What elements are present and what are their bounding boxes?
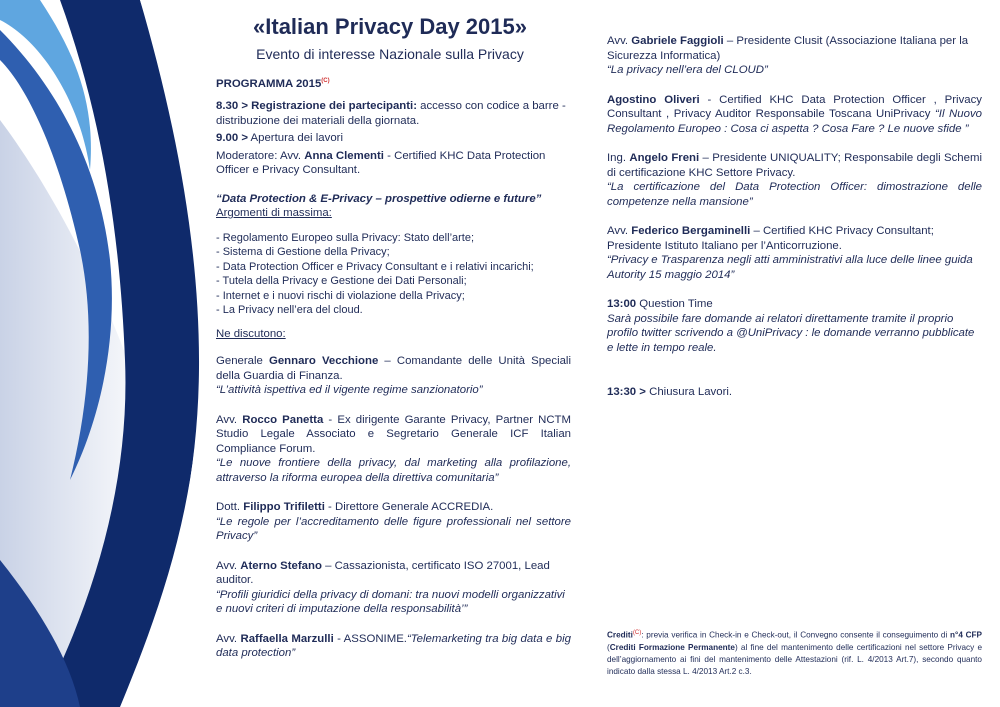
event-title: «Italian Privacy Day 2015» bbox=[253, 14, 527, 39]
talk-title: “La privacy nell’era del CLOUD” bbox=[607, 64, 768, 76]
moderatore-item: Moderatore: Avv. Anna Clementi - Certified KHC Data Protection Officer e Privacy Consultant. bbox=[216, 149, 546, 177]
session-title: “Data Protection & E-Privacy – prospettive odierne e future” bbox=[216, 192, 542, 205]
list-item: - Sistema di Gestione della Privacy; bbox=[216, 246, 390, 259]
speaker-block: Avv. Federico Bergaminelli – Certified KHC Privacy Consultant; Presidente Istituto Italiano per l’Anticorruzione. “Privacy e Trasparenza negli atti amministrativi alla luce delle linee guida Autority 15 maggio 2014” bbox=[607, 224, 982, 282]
event-subtitle: Evento di interesse Nazionale sulla Privacy bbox=[256, 46, 524, 62]
speaker-block: Avv. Aterno Stefano – Cassazionista, certificato ISO 27001, Lead auditor. “Profili giuridici della privacy di domani: tra nuovi modelli organizzativi e nuovi criteri di imputazione della responsabilità’” bbox=[216, 559, 571, 617]
speaker-block: Ing. Angelo Freni – Presidente UNIQUALITY; Responsabile degli Schemi di certificazione KHC Settore Privacy. “La certificazione del Data Protection Officer: dimostrazione delle competenze nella mansione” bbox=[607, 152, 982, 208]
speaker-name: Agostino Oliveri bbox=[607, 93, 700, 106]
programma-heading: PROGRAMMA $2015^{(C)}$ bbox=[216, 77, 330, 90]
apertura-item: 9.00 > Apertura dei lavori bbox=[216, 132, 343, 145]
speaker-name: Filippo Trifiletti bbox=[243, 501, 325, 514]
talk-title: “Le nuove frontiere della privacy, dal marketing alla profilazione, attraverso la riforma europea della direttiva comunitaria” bbox=[216, 457, 571, 484]
argomenti-label: Argomenti di massima: bbox=[216, 207, 332, 220]
speaker-block: Avv. Rocco Panetta - Ex dirigente Garante Privacy, Partner NCTM Studio Legale Associato e Segretario Generale ICF Italian Compliance Forum. “Le nuove frontiere della privacy, dal marketing alla profilazione, attraverso la riforma europea della direttiva comunitaria” bbox=[216, 413, 571, 484]
list-item: - Tutela della Privacy e Gestione dei Dati Personali; bbox=[216, 275, 467, 288]
talk-title: “Profili giuridici della privacy di domani: tra nuovi modelli organizzativi e nuovi criteri di imputazione della responsabilità’” bbox=[216, 588, 565, 616]
speaker-block: Generale Gennaro Vecchione – Comandante delle Unità Speciali della Guardia di Finanza. “L’attività ispettiva ed il vigente regime sanzionatorio” bbox=[216, 355, 571, 397]
list-item: - Internet e i nuovi rischi di violazione della Privacy; bbox=[216, 289, 465, 302]
talk-title: “Il Nuovo Regolamento Europeo : Cosa ci aspetta ? Cosa Fare ? Le nuove sfide ” bbox=[607, 108, 982, 135]
talk-title: “La certificazione del Data Protection Officer: dimostrazione delle competenze nella mansione” bbox=[607, 181, 982, 208]
speaker-name: Rocco Panetta bbox=[242, 413, 324, 426]
speaker-block: Agostino Oliveri - Certified KHC Data Protection Officer , Privacy Consultant , Privacy Auditor Responsabile Toscana UniPrivacy “Il Nuovo Regolamento Europeo : Cosa ci aspetta ? Cosa Fare ? Le nuove sfide ” bbox=[607, 93, 982, 135]
question-time-block: 13:00 Question Time Sarà possibile fare domande ai relatori direttamente tramite il proprio profilo twitter scrivendo a @UniPrivacy : le domande verranno pubblicate e lette in tempo reale. bbox=[607, 298, 975, 354]
speaker-name: Raffaella Marzulli bbox=[240, 632, 334, 645]
speaker-name: Aterno Stefano bbox=[240, 559, 322, 572]
speaker-name: Federico Bergaminelli bbox=[631, 225, 751, 237]
speaker-block: Avv. Raffaella Marzulli - ASSONIME.“Telemarketing tra big data e big data protection” bbox=[216, 632, 571, 660]
speaker-block: Dott. Filippo Trifiletti - Direttore Generale ACCREDIA. “Le regole per l’accreditamento delle figure professionali nel settore Privacy” bbox=[216, 501, 571, 543]
speaker-name: Gabriele Faggioli bbox=[631, 35, 724, 47]
talk-title: “Telemarketing tra big data e big data protection” bbox=[216, 632, 571, 660]
left-column bbox=[216, 74, 571, 661]
list-item: - La Privacy nell’era del cloud. bbox=[216, 304, 363, 317]
chiusura-block: 13:30 > Chiusura Lavori. bbox=[607, 386, 733, 398]
list-item: - Regolamento Europeo sulla Privacy: Stato dell’arte; bbox=[216, 231, 475, 244]
crediti-note: Crediti$^{(C)}$: previa verifica in Check-in e Check-out, il Convegno consente il conseguimento di n°4 CFP (Crediti Formazione Permanente) al fine del mantenimento delle certificazioni nel settore Privacy e dell’aggiornamento ai fini del mantenimento delle Attestazioni (rif. L. 4/2013 Art.7), secondo quanto indicato dalla stessa L. 4/2013 Art.2 c.3. bbox=[607, 630, 982, 676]
right-column bbox=[607, 34, 982, 400]
talk-title: “Privacy e Trasparenza negli atti amministrativi alla luce delle linee guida Autority 15 maggio 2014” bbox=[607, 254, 973, 281]
topics-list bbox=[216, 231, 571, 318]
speaker-name: Angelo Freni bbox=[629, 152, 700, 164]
talk-title: “L’attività ispettiva ed il vigente regime sanzionatorio” bbox=[216, 384, 483, 397]
speaker-block: Avv. Gabriele Faggioli – Presidente Clusit (Associazione Italiana per la Sicurezza Informatica) “La privacy nell’era del CLOUD” bbox=[607, 34, 982, 78]
talk-title: “Le regole per l’accreditamento delle figure professionali nel settore Privacy” bbox=[216, 515, 571, 543]
list-item: - Data Protection Officer e Privacy Consultant e i relativi incarichi; bbox=[216, 260, 534, 273]
ne-discutono-label: Ne discutono: bbox=[216, 327, 286, 340]
registrazione-item: 8.30 > Registrazione dei partecipanti: accesso con codice a barre - distribuzione dei materiali della giornata. bbox=[216, 100, 566, 127]
speaker-name: Gennaro Vecchione bbox=[268, 355, 379, 368]
